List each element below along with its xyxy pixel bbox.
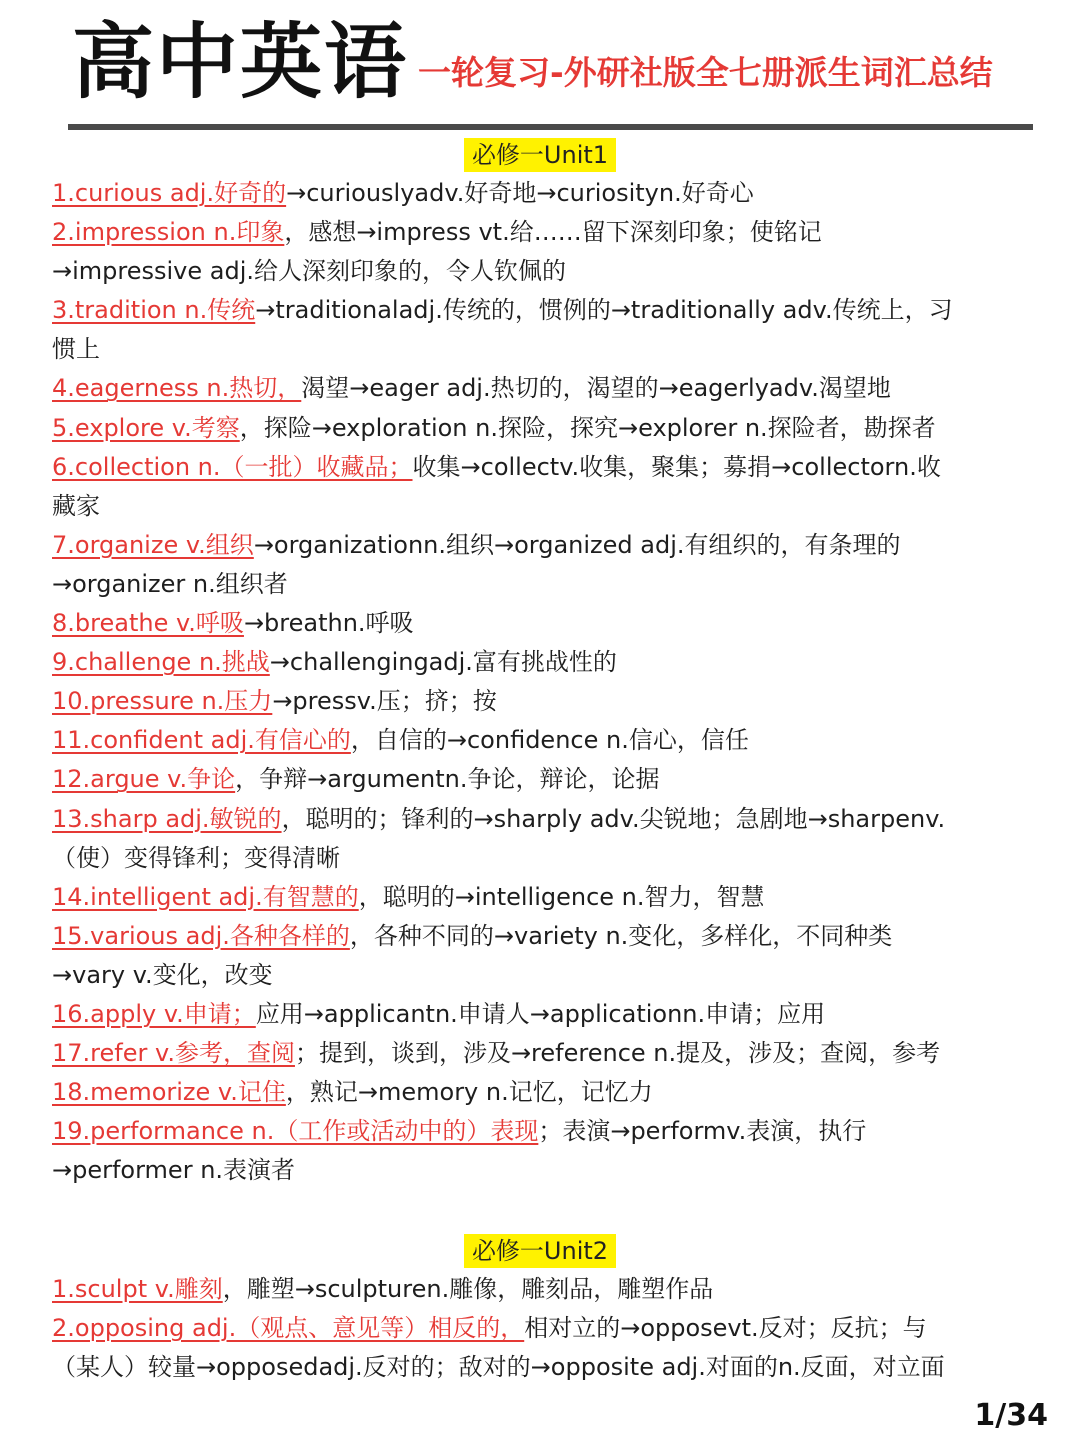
vocab-line (52, 291, 1042, 330)
vocab-derivatives: →traditionaladj.传统的，惯例的→traditionally adv.传统上，习 (255, 296, 953, 325)
vocab-derivatives: ，感想→impress vt.给……留下深刻印象；使铭记 (284, 218, 822, 247)
vocab-derivatives: ，各种不同的→variety n.变化，多样化，不同种类 (349, 921, 893, 950)
vocab-derivatives: 相对立的→opposevt.反对；反抗；与 (524, 1314, 927, 1343)
vocab-derivatives: ，自信的→confidence n.信心，信任 (350, 726, 749, 755)
vocab-headword: 6.collection n.（一批）收藏品； (52, 452, 413, 481)
vocab-headword: 16.apply v.申请； (52, 999, 256, 1028)
vocab-line (52, 760, 1042, 799)
vocab-derivatives: →impressive adj.给人深刻印象的，令人钦佩的 (52, 257, 567, 286)
vocab-derivatives: →performer n.表演者 (52, 1156, 296, 1185)
vocab-list-unit1 (52, 174, 1042, 1190)
vocab-headword: 5.explore v.考察 (52, 413, 240, 442)
vocab-line (52, 1112, 1042, 1151)
vocab-derivatives: （使）变得锋利；变得清晰 (52, 843, 340, 872)
vocab-derivatives: （某人）较量→opposedadj.反对的；敌对的→opposite adj.对面的n.反面，对立面 (52, 1353, 945, 1382)
section-header-unit1 (0, 138, 1080, 172)
vocab-derivatives: ，熟记→memory n.记忆，记忆力 (285, 1078, 653, 1107)
vocab-derivatives: →organizationn.组织→organized adj.有组织的，有条理的 (253, 530, 901, 559)
vocab-derivatives: →curiouslyadv.好奇地→curiosityn.好奇心 (286, 179, 754, 207)
page-title: 高中英语 (72, 15, 409, 110)
vocab-line (52, 252, 1042, 291)
vocab-headword: 3.tradition n.传统 (52, 296, 256, 325)
vocab-derivatives: 应用→applicantn.申请人→applicationn.申请；应用 (255, 999, 826, 1028)
vocab-derivatives: 藏家 (52, 491, 100, 520)
vocab-derivatives: ；提到，谈到，涉及→reference n.提及，涉及；查阅，参考 (294, 1039, 941, 1068)
vocab-line (52, 487, 1042, 526)
vocab-line (52, 800, 1042, 839)
vocab-headword: 8.breathe v.呼吸 (52, 609, 244, 638)
vocab-headword: 12.argue v.争论 (52, 765, 236, 794)
vocab-line (52, 174, 1042, 213)
vocab-line (52, 995, 1042, 1034)
vocab-line (52, 565, 1042, 604)
vocab-headword: 11.confident adj.有信心的 (52, 726, 351, 755)
vocab-line (52, 1151, 1042, 1190)
vocab-list-unit2 (52, 1270, 1042, 1387)
vocab-headword: 15.various adj.各种各样的 (52, 921, 350, 950)
vocab-line (52, 643, 1042, 682)
vocab-headword: 10.pressure n.压力 (52, 687, 273, 716)
vocab-derivatives: 收集→collectv.收集，聚集；募捐→collectorn.收 (412, 452, 941, 481)
vocab-line (52, 526, 1042, 565)
vocab-line (52, 878, 1042, 917)
section-header-unit2 (0, 1234, 1080, 1268)
vocab-headword: 9.challenge n.挑战 (52, 648, 270, 677)
vocab-line (52, 917, 1042, 956)
vocab-headword: 17.refer v.参考，查阅 (52, 1039, 295, 1068)
vocab-derivatives: →challengingadj.富有挑战性的 (269, 648, 617, 677)
vocab-headword: 4.eagerness n.热切， (52, 374, 302, 403)
vocab-line (52, 839, 1042, 878)
vocab-line (52, 1270, 1042, 1309)
vocab-line (52, 369, 1042, 408)
vocab-line (52, 448, 1042, 487)
vocab-headword: 7.organize v.组织 (52, 530, 254, 559)
vocab-derivatives: 惯上 (52, 335, 100, 364)
vocab-line (52, 409, 1042, 448)
vocab-line (52, 1309, 1042, 1348)
vocab-line (52, 1073, 1042, 1112)
vocab-derivatives: ，聪明的→intelligence n.智力，智慧 (358, 882, 765, 911)
vocab-derivatives: →organizer n.组织者 (52, 569, 288, 598)
vocab-line (52, 604, 1042, 643)
vocab-headword: 18.memorize v.记住 (52, 1078, 286, 1107)
vocab-line (52, 330, 1042, 369)
vocab-headword: 14.intelligent adj.有智慧的 (52, 882, 359, 911)
vocab-headword: 13.sharp adj.敏锐的 (52, 804, 282, 833)
vocab-headword: 2.opposing adj.（观点、意见等）相反的， (52, 1314, 525, 1343)
section-label: 必修一Unit2 (464, 1234, 616, 1268)
vocab-derivatives: →breathn.呼吸 (243, 609, 414, 638)
vocab-line (52, 1034, 1042, 1073)
title-divider (68, 124, 1033, 130)
vocab-line (52, 213, 1042, 252)
vocab-derivatives: 渴望→eager adj.热切的，渴望的→eagerlyadv.渴望地 (301, 374, 891, 403)
header (0, 0, 1080, 140)
vocab-derivatives: →pressv.压；挤；按 (272, 687, 497, 716)
vocab-headword: 1.sculpt v.雕刻 (52, 1275, 223, 1303)
vocab-derivatives: ，聪明的；锋利的→sharply adv.尖锐地；急剧地→sharpenv. (281, 804, 946, 833)
vocab-headword: 19.performance n.（工作或活动中的）表现 (52, 1117, 539, 1146)
section-label: 必修一Unit1 (464, 138, 616, 172)
page-subtitle: 一轮复习-外研社版全七册派生词汇总结 (418, 53, 993, 92)
vocab-headword: 2.impression n.印象 (52, 218, 285, 247)
vocab-derivatives: ，探险→exploration n.探险，探究→explorer n.探险者，勘探者 (239, 413, 936, 442)
vocab-line (52, 956, 1042, 995)
vocab-line (52, 682, 1042, 721)
vocab-line (52, 721, 1042, 760)
vocab-headword: 1.curious adj.好奇的 (52, 179, 287, 207)
vocab-line (52, 1348, 1042, 1387)
vocab-derivatives: ，雕塑→sculpturen.雕像，雕刻品，雕塑作品 (222, 1275, 714, 1303)
vocab-derivatives: ；表演→performv.表演，执行 (538, 1117, 867, 1146)
vocab-derivatives: →vary v.变化，改变 (52, 960, 273, 989)
vocab-derivatives: ，争辩→argumentn.争论，辩论，论据 (235, 765, 660, 794)
page-number: 1/34 (974, 1398, 1048, 1433)
